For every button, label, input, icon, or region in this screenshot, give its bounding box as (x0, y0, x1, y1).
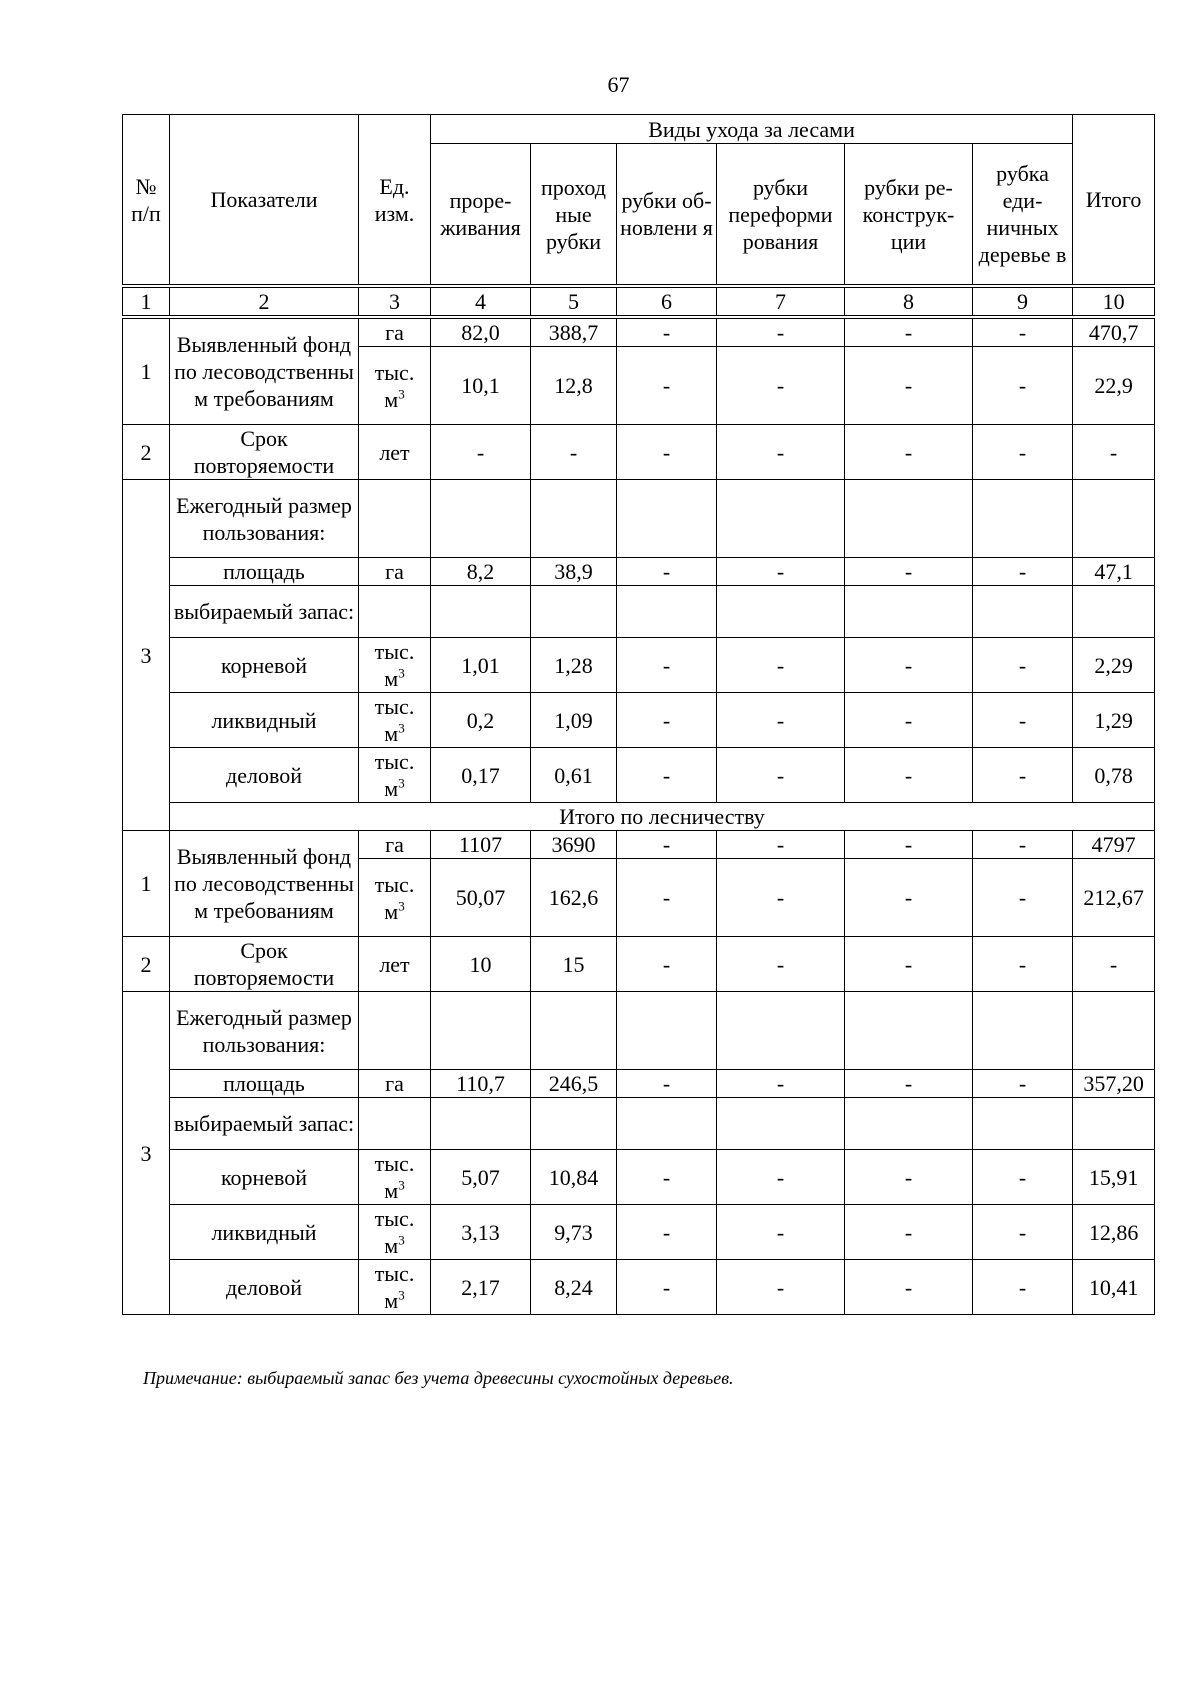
empty-cell (359, 1098, 431, 1150)
value-cell: - (717, 317, 845, 347)
header-unit: Ед. изм. (359, 115, 431, 287)
indicator-label: Ежегодный размер пользования: (170, 992, 359, 1070)
unit-cell: га (359, 831, 431, 859)
column-number: 3 (359, 286, 431, 317)
empty-cell (845, 992, 973, 1070)
total-cell: 22,9 (1073, 347, 1155, 425)
value-cell: - (845, 558, 973, 586)
total-cell: 1,29 (1073, 693, 1155, 748)
value-cell: - (617, 1070, 717, 1098)
value-cell: 0,2 (431, 693, 531, 748)
forest-care-table (122, 114, 1155, 1315)
value-cell: - (717, 558, 845, 586)
total-cell: 212,67 (1073, 859, 1155, 937)
value-cell: 8,24 (531, 1260, 617, 1315)
empty-cell (531, 480, 617, 558)
indicator-label: выбираемый запас: (170, 1098, 359, 1150)
value-cell: - (717, 347, 845, 425)
value-cell: 3,13 (431, 1205, 531, 1260)
value-cell: - (617, 748, 717, 803)
value-cell: - (617, 558, 717, 586)
header-indicator: Показатели (170, 115, 359, 287)
header-type-6: рубки об-новлени я (617, 144, 717, 287)
value-cell: 3690 (531, 831, 617, 859)
value-cell: 1,09 (531, 693, 617, 748)
row-number: 1 (123, 317, 170, 425)
empty-cell (617, 1098, 717, 1150)
empty-cell (973, 586, 1073, 638)
empty-cell (531, 586, 617, 638)
column-number: 4 (431, 286, 531, 317)
unit-cell: тыс. $м^3$ (359, 1260, 431, 1315)
value-cell: - (617, 1205, 717, 1260)
header-type-4: проре-живания (431, 144, 531, 287)
value-cell: - (845, 1205, 973, 1260)
indicator-label: Выявленный фонд по лесоводственны м требованиям (170, 831, 359, 937)
empty-cell (431, 586, 531, 638)
value-cell: - (973, 1070, 1073, 1098)
column-number: 6 (617, 286, 717, 317)
empty-cell (431, 1098, 531, 1150)
unit-cell: тыс. $м^3$ (359, 693, 431, 748)
column-number: 8 (845, 286, 973, 317)
empty-cell (1073, 1098, 1155, 1150)
value-cell: - (717, 1260, 845, 1315)
header-type-5: проход ные рубки (531, 144, 617, 287)
value-cell: - (973, 638, 1073, 693)
header-type-9: рубка еди-ничных деревье в (973, 144, 1073, 287)
row-number: 3 (123, 480, 170, 831)
empty-cell (359, 992, 431, 1070)
indicator-label: деловой (170, 1260, 359, 1315)
empty-cell (359, 586, 431, 638)
empty-cell (973, 480, 1073, 558)
value-cell: - (717, 693, 845, 748)
value-cell: - (431, 425, 531, 480)
indicator-label: Срок повторяемости (170, 425, 359, 480)
value-cell: 82,0 (431, 317, 531, 347)
value-cell: 5,07 (431, 1150, 531, 1205)
value-cell: 2,17 (431, 1260, 531, 1315)
empty-cell (717, 1098, 845, 1150)
total-cell: 2,29 (1073, 638, 1155, 693)
value-cell: 10,84 (531, 1150, 617, 1205)
empty-cell (845, 586, 973, 638)
value-cell: - (845, 317, 973, 347)
table-row (123, 480, 1155, 558)
table-row (123, 638, 1155, 693)
row-number: 2 (123, 937, 170, 992)
value-cell: - (845, 859, 973, 937)
indicator-label: корневой (170, 1150, 359, 1205)
total-cell: 10,41 (1073, 1260, 1155, 1315)
total-cell: - (1073, 425, 1155, 480)
indicator-label: площадь (170, 558, 359, 586)
value-cell: 38,9 (531, 558, 617, 586)
unit-cell: лет (359, 937, 431, 992)
value-cell: - (531, 425, 617, 480)
value-cell: 15 (531, 937, 617, 992)
value-cell: 0,61 (531, 748, 617, 803)
table-row (123, 317, 1155, 347)
value-cell: - (845, 831, 973, 859)
value-cell: 12,8 (531, 347, 617, 425)
unit-cell: тыс. $м^3$ (359, 638, 431, 693)
table-row (123, 937, 1155, 992)
value-cell: 110,7 (431, 1070, 531, 1098)
empty-cell (973, 1098, 1073, 1150)
value-cell: - (717, 831, 845, 859)
empty-cell (1073, 586, 1155, 638)
table-row (123, 1150, 1155, 1205)
total-cell: 4797 (1073, 831, 1155, 859)
value-cell: - (973, 748, 1073, 803)
value-cell: - (973, 937, 1073, 992)
value-cell: 1,28 (531, 638, 617, 693)
table-row (123, 748, 1155, 803)
indicator-label: Выявленный фонд по лесоводственны м требованиям (170, 317, 359, 425)
total-cell: 12,86 (1073, 1205, 1155, 1260)
value-cell: - (717, 859, 845, 937)
unit-cell: га (359, 1070, 431, 1098)
value-cell: - (845, 693, 973, 748)
value-cell: - (617, 831, 717, 859)
table-row (123, 558, 1155, 586)
empty-cell (845, 1098, 973, 1150)
indicator-label: деловой (170, 748, 359, 803)
table-row (123, 1260, 1155, 1315)
value-cell: - (973, 693, 1073, 748)
value-cell: - (617, 347, 717, 425)
value-cell: - (973, 558, 1073, 586)
table-row (123, 115, 1155, 144)
value-cell: - (973, 1205, 1073, 1260)
empty-cell (717, 586, 845, 638)
header-total: Итого (1073, 115, 1155, 287)
value-cell: - (617, 859, 717, 937)
empty-cell (717, 480, 845, 558)
indicator-label: ликвидный (170, 1205, 359, 1260)
row-number: 2 (123, 425, 170, 480)
value-cell: - (973, 859, 1073, 937)
value-cell: - (617, 693, 717, 748)
total-cell: 357,20 (1073, 1070, 1155, 1098)
value-cell: - (617, 1150, 717, 1205)
indicator-label: площадь (170, 1070, 359, 1098)
value-cell: 1107 (431, 831, 531, 859)
value-cell: 0,17 (431, 748, 531, 803)
indicator-label: корневой (170, 638, 359, 693)
table-note: Примечание: выбираемый запас без учета древесины сухостойных деревьев. (143, 1368, 734, 1388)
indicator-label: Ежегодный размер пользования: (170, 480, 359, 558)
value-cell: 246,5 (531, 1070, 617, 1098)
value-cell: 8,2 (431, 558, 531, 586)
value-cell: 9,73 (531, 1205, 617, 1260)
value-cell: - (617, 937, 717, 992)
table-row (123, 425, 1155, 480)
empty-cell (431, 992, 531, 1070)
value-cell: 10,1 (431, 347, 531, 425)
value-cell: - (845, 1260, 973, 1315)
value-cell: 10 (431, 937, 531, 992)
total-cell: 470,7 (1073, 317, 1155, 347)
total-cell: 47,1 (1073, 558, 1155, 586)
empty-cell (717, 992, 845, 1070)
empty-cell (1073, 480, 1155, 558)
column-number: 10 (1073, 286, 1155, 317)
empty-cell (431, 480, 531, 558)
empty-cell (359, 480, 431, 558)
value-cell: - (973, 1260, 1073, 1315)
table-row (123, 1098, 1155, 1150)
table-row (123, 1070, 1155, 1098)
indicator-label: Срок повторяемости (170, 937, 359, 992)
empty-cell (531, 992, 617, 1070)
column-number: 2 (170, 286, 359, 317)
value-cell: 388,7 (531, 317, 617, 347)
value-cell: - (845, 638, 973, 693)
header-type-7: рубки переформи рования (717, 144, 845, 287)
table-row (123, 693, 1155, 748)
total-cell: 0,78 (1073, 748, 1155, 803)
table-row (123, 286, 1155, 317)
total-cell: - (1073, 937, 1155, 992)
empty-cell (845, 480, 973, 558)
header-type-8: рубки ре-конструк-ции (845, 144, 973, 287)
table-row (123, 586, 1155, 638)
table-row (123, 1205, 1155, 1260)
value-cell: - (845, 1070, 973, 1098)
row-number: 3 (123, 992, 170, 1315)
header-care-types: Виды ухода за лесами (431, 115, 1073, 144)
value-cell: - (617, 317, 717, 347)
value-cell: 1,01 (431, 638, 531, 693)
empty-cell (617, 480, 717, 558)
value-cell: - (845, 937, 973, 992)
value-cell: - (717, 748, 845, 803)
value-cell: - (617, 638, 717, 693)
table-row (123, 831, 1155, 859)
column-number: 1 (123, 286, 170, 317)
value-cell: - (845, 1150, 973, 1205)
column-number: 9 (973, 286, 1073, 317)
value-cell: 162,6 (531, 859, 617, 937)
unit-cell: тыс. $м^3$ (359, 1205, 431, 1260)
indicator-label: ликвидный (170, 693, 359, 748)
table-body (123, 115, 1155, 1315)
value-cell: - (973, 425, 1073, 480)
empty-cell (531, 1098, 617, 1150)
value-cell: - (845, 425, 973, 480)
empty-cell (617, 992, 717, 1070)
unit-cell: лет (359, 425, 431, 480)
value-cell: - (717, 638, 845, 693)
unit-cell: тыс. $м^3$ (359, 859, 431, 937)
value-cell: - (845, 347, 973, 425)
table-row (123, 992, 1155, 1070)
value-cell: - (717, 1070, 845, 1098)
indicator-label: выбираемый запас: (170, 586, 359, 638)
value-cell: - (845, 748, 973, 803)
unit-cell: тыс. $м^3$ (359, 347, 431, 425)
column-number: 7 (717, 286, 845, 317)
unit-cell: га (359, 317, 431, 347)
value-cell: - (717, 425, 845, 480)
value-cell: - (717, 1205, 845, 1260)
table-row (123, 803, 1155, 831)
value-cell: - (973, 831, 1073, 859)
value-cell: - (973, 317, 1073, 347)
value-cell: - (717, 1150, 845, 1205)
unit-cell: тыс. $м^3$ (359, 1150, 431, 1205)
empty-cell (1073, 992, 1155, 1070)
value-cell: - (617, 1260, 717, 1315)
header-num: № п/п (123, 115, 170, 287)
value-cell: - (717, 937, 845, 992)
column-number: 5 (531, 286, 617, 317)
empty-cell (617, 586, 717, 638)
unit-cell: га (359, 558, 431, 586)
page-number: 67 (607, 72, 630, 97)
value-cell: - (973, 1150, 1073, 1205)
total-cell: 15,91 (1073, 1150, 1155, 1205)
unit-cell: тыс. $м^3$ (359, 748, 431, 803)
empty-cell (973, 992, 1073, 1070)
total-section-title: Итого по лесничеству (170, 803, 1155, 831)
value-cell: - (973, 347, 1073, 425)
value-cell: - (617, 425, 717, 480)
value-cell: 50,07 (431, 859, 531, 937)
row-number: 1 (123, 831, 170, 937)
